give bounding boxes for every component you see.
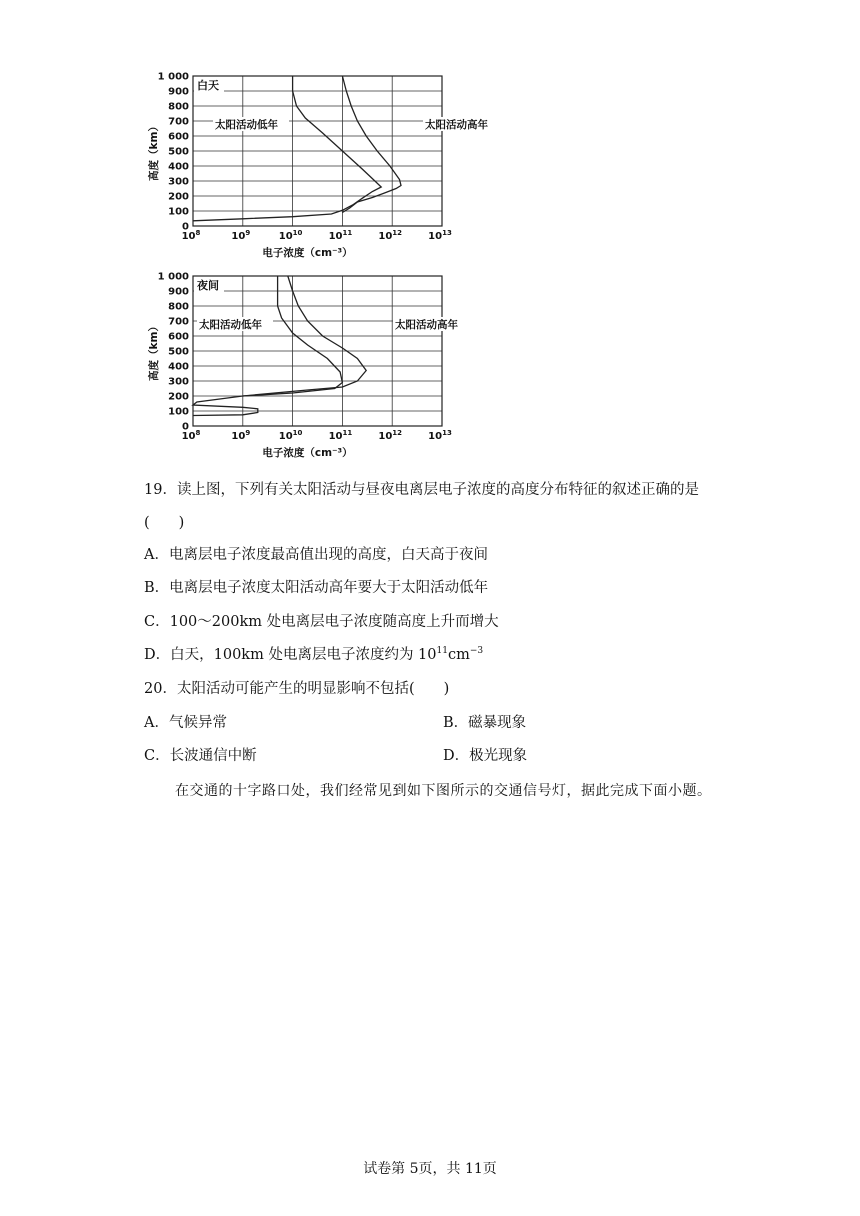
y-tick-label: 100 xyxy=(168,206,189,218)
option-d-prefix: D．白天，100km 处电离层电子浓度约为 10 xyxy=(144,647,437,663)
x-tick-label: $10^{12}$ xyxy=(378,429,403,442)
x-tick-exponent: 12 xyxy=(392,429,403,437)
x-tick-label: $10^{11}$ xyxy=(328,229,353,242)
series-line-low-year xyxy=(193,276,342,416)
x-tick-exponent: 9 xyxy=(245,429,251,437)
x-tick-label: $10^{12}$ xyxy=(378,229,403,242)
y-axis-label: 高度（km） xyxy=(148,321,160,381)
x-tick-exponent: 10 xyxy=(292,429,303,437)
x-tick-label: $10^{13}$ xyxy=(428,229,452,242)
x-tick-label: $10^8$ xyxy=(181,229,201,242)
y-tick-label: 900 xyxy=(168,86,189,98)
y-tick-label: 800 xyxy=(168,301,189,313)
y-tick-label: 1 000 xyxy=(157,71,189,83)
question-20-stem: 20．太阳活动可能产生的明显影响不包括( ) xyxy=(144,681,450,697)
y-tick-label: 1 000 xyxy=(157,271,189,283)
x-tick-label: $10^{13}$ xyxy=(428,429,452,442)
panel-label: 夜间 xyxy=(197,279,219,292)
x-axis-label: 电子浓度（cm⁻³） xyxy=(262,247,353,259)
x-axis-label: 电子浓度（cm⁻³） xyxy=(262,447,353,459)
y-tick-label: 400 xyxy=(168,361,189,373)
daytime-chart xyxy=(140,66,488,262)
x-tick-exponent: 8 xyxy=(195,229,201,237)
series-label-low-year: 太阳活动低年 xyxy=(199,319,262,331)
question-20-option-d: D．极光现象 xyxy=(443,748,528,764)
x-tick-label: $10^9$ xyxy=(231,429,251,442)
question-19-option-b: B．电离层电子浓度太阳活动高年要大于太阳活动低年 xyxy=(144,580,489,596)
section-intro: 在交通的十字路口处，我们经常见到如下图所示的交通信号灯，据此完成下面小题。 xyxy=(175,783,712,799)
x-tick-label: $10^8$ xyxy=(181,429,201,442)
x-tick-exponent: 11 xyxy=(342,429,353,437)
option-d-unit-exponent: −3 xyxy=(469,646,484,657)
x-tick-exponent: 13 xyxy=(442,229,452,237)
option-d-unit: cm xyxy=(447,647,470,663)
series-label-high-year: 太阳活动高年 xyxy=(425,119,488,131)
nighttime-chart xyxy=(140,266,460,462)
y-tick-label: 0 xyxy=(182,221,189,233)
y-tick-label: 200 xyxy=(168,391,189,403)
x-tick-label: $10^{11}$ xyxy=(328,429,353,442)
y-tick-label: 0 xyxy=(182,421,189,433)
y-tick-label: 900 xyxy=(168,286,189,298)
y-tick-label: 700 xyxy=(168,116,189,128)
x-tick-exponent: 8 xyxy=(195,429,201,437)
y-tick-label: 500 xyxy=(168,146,189,158)
question-19-option-d xyxy=(144,645,483,665)
y-tick-label: 600 xyxy=(168,331,189,343)
x-tick-exponent: 9 xyxy=(245,229,251,237)
x-tick-exponent: 11 xyxy=(342,229,353,237)
question-19-option-a: A．电离层电子浓度最高值出现的高度，白天高于夜间 xyxy=(144,547,488,563)
question-19-paren: ( ) xyxy=(144,515,185,531)
y-tick-label: 100 xyxy=(168,406,189,418)
x-tick-exponent: 10 xyxy=(292,229,303,237)
y-tick-label: 200 xyxy=(168,191,189,203)
page-footer: 试卷第 5页，共 11页 xyxy=(363,1161,497,1177)
y-tick-label: 500 xyxy=(168,346,189,358)
y-tick-label: 600 xyxy=(168,131,189,143)
x-tick-label: $10^{10}$ xyxy=(278,229,303,242)
question-19-option-c: C．100～200km 处电离层电子浓度随高度上升而增大 xyxy=(144,614,499,630)
x-tick-label: $10^{10}$ xyxy=(278,429,303,442)
question-20-option-a: A．气候异常 xyxy=(144,715,227,731)
question-20-option-c: C．长波通信中断 xyxy=(144,748,257,764)
series-label-low-year: 太阳活动低年 xyxy=(215,119,278,131)
question-20-option-b: B．磁暴现象 xyxy=(443,715,527,731)
question-19-stem: 19．读上图，下列有关太阳活动与昼夜电离层电子浓度的高度分布特征的叙述正确的是 xyxy=(144,482,699,498)
series-line-low-year xyxy=(193,76,381,221)
y-tick-label: 700 xyxy=(168,316,189,328)
series-label-high-year: 太阳活动高年 xyxy=(395,319,458,331)
x-tick-exponent: 13 xyxy=(442,429,452,437)
y-tick-label: 800 xyxy=(168,101,189,113)
x-tick-exponent: 12 xyxy=(392,229,403,237)
y-tick-label: 300 xyxy=(168,376,189,388)
y-tick-label: 400 xyxy=(168,161,189,173)
y-axis-label: 高度（km） xyxy=(148,121,160,181)
panel-label: 白天 xyxy=(197,79,219,92)
x-tick-label: $10^9$ xyxy=(231,229,251,242)
option-d-exponent: 11 xyxy=(436,646,448,657)
y-tick-label: 300 xyxy=(168,176,189,188)
